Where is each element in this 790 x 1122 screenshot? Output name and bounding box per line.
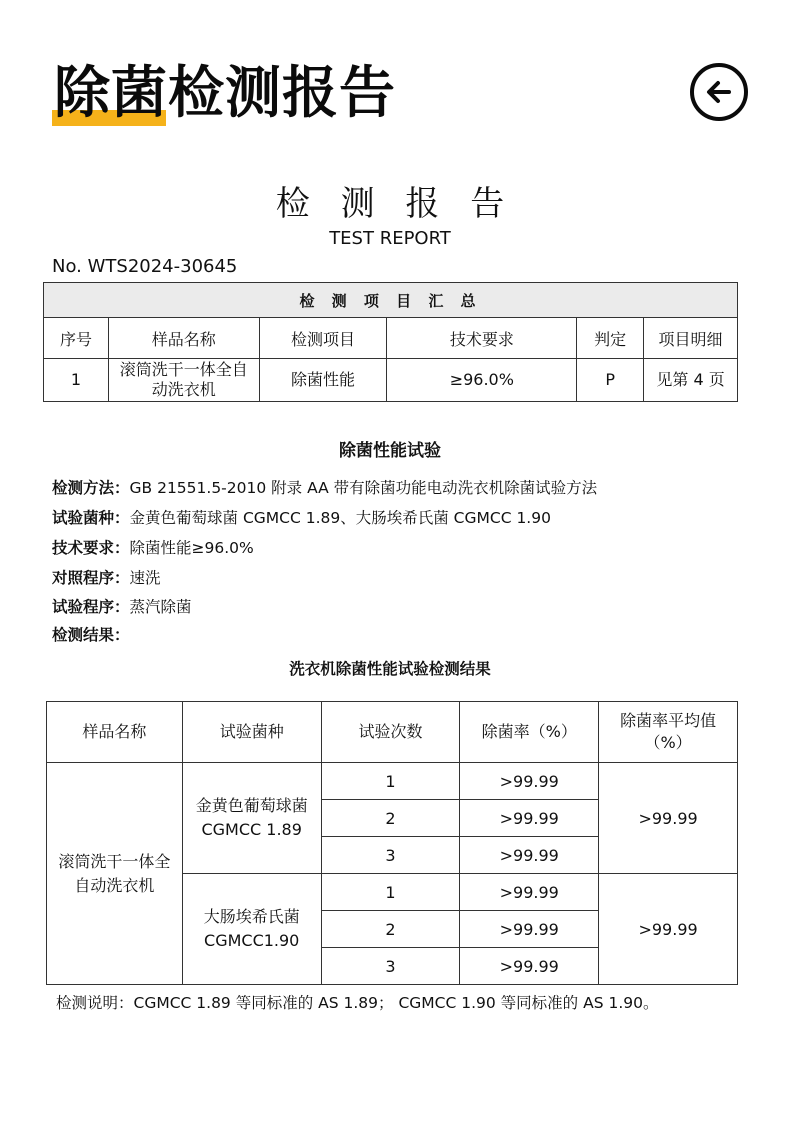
results-sample-name: 滚筒洗干一体全自动洗衣机	[58, 851, 171, 895]
info-label: 试验程序：	[52, 598, 130, 616]
info-line	[52, 538, 254, 558]
summary-header-cell: 样品名称	[108, 318, 259, 359]
results-sample-cell	[47, 763, 183, 985]
results-average-cell: >99.99	[599, 874, 738, 985]
summary-header-cell: 判定	[577, 318, 644, 359]
results-strain-cell	[182, 874, 321, 985]
summary-caption: 检 测 项 目 汇 总	[44, 283, 738, 318]
table-row	[47, 763, 738, 800]
summary-cell: 1	[44, 359, 109, 402]
results-header-average: 除菌率平均值（%）	[620, 711, 717, 752]
summary-header-cell: 检测项目	[259, 318, 387, 359]
summary-cell: 见第 4 页	[644, 359, 738, 402]
info-label: 检测方法：	[52, 479, 130, 497]
summary-header-cell: 序号	[44, 318, 109, 359]
info-value: 除菌性能≥96.0%	[129, 539, 254, 557]
results-trial-cell: 1	[321, 763, 460, 800]
info-line	[52, 508, 551, 528]
document-title: 检 测 报 告	[275, 184, 515, 224]
results-trial-cell: 2	[321, 911, 460, 948]
summary-cell: 除菌性能	[259, 359, 387, 402]
info-value: GB 21551.5-2010 附录 AA 带有除菌功能电动洗衣机除菌试验方法	[129, 479, 598, 497]
info-line	[52, 625, 130, 645]
info-label: 试验菌种：	[52, 509, 130, 527]
info-value: 速洗	[129, 569, 161, 587]
document-subtitle: TEST REPORT	[329, 228, 451, 249]
info-label: 检测结果：	[52, 626, 130, 644]
info-value: 蒸汽除菌	[129, 598, 192, 616]
report-number: No. WTS2024-30645	[52, 256, 238, 277]
results-header-cell: 试验菌种	[182, 702, 321, 763]
results-strain-name: 金黄色葡萄球菌 CGMCC 1.89	[195, 796, 308, 839]
info-value: 金黄色葡萄球菌 CGMCC 1.89、大肠埃希氏菌 CGMCC 1.90	[129, 509, 551, 527]
info-line	[52, 597, 192, 617]
results-rate-cell: >99.99	[460, 763, 599, 800]
summary-cell: P	[577, 359, 644, 402]
results-trial-cell: 1	[321, 874, 460, 911]
info-line	[52, 478, 597, 498]
summary-header-cell: 项目明细	[644, 318, 738, 359]
summary-header-cell: 技术要求	[387, 318, 577, 359]
page-title: 除菌检测报告	[54, 61, 396, 126]
results-header-cell: 样品名称	[47, 702, 183, 763]
results-rate-cell: >99.99	[460, 911, 599, 948]
results-rate-cell: >99.99	[460, 837, 599, 874]
table-row	[44, 359, 738, 402]
summary-sample-name: 滚筒洗干一体全自动洗衣机	[119, 360, 248, 399]
results-trial-cell: 3	[321, 837, 460, 874]
summary-cell	[108, 359, 259, 402]
summary-cell: ≥96.0%	[387, 359, 577, 402]
results-rate-cell: >99.99	[460, 874, 599, 911]
info-label: 技术要求：	[52, 539, 130, 557]
results-title: 洗衣机除菌性能试验检测结果	[289, 660, 491, 678]
info-label: 对照程序：	[52, 569, 130, 587]
results-rate-cell: >99.99	[460, 800, 599, 837]
results-trial-cell: 3	[321, 948, 460, 985]
results-strain-cell	[182, 763, 321, 874]
results-header-cell: 试验次数	[321, 702, 460, 763]
results-header-cell: 除菌率（%）	[460, 702, 599, 763]
section-title: 除菌性能试验	[339, 441, 441, 461]
arrow-left-circle-icon	[703, 76, 735, 108]
results-average-cell: >99.99	[599, 763, 738, 874]
back-button[interactable]	[690, 63, 748, 121]
results-trial-cell: 2	[321, 800, 460, 837]
results-strain-name: 大肠埃希氏菌 CGMCC1.90	[203, 907, 300, 950]
results-table	[46, 701, 738, 985]
test-note: 检测说明：CGMCC 1.89 等同标准的 AS 1.89； CGMCC 1.90 等同标准的 AS 1.90。	[56, 994, 659, 1012]
results-rate-cell: >99.99	[460, 948, 599, 985]
results-header-cell	[599, 702, 738, 763]
summary-table	[43, 282, 738, 402]
info-line	[52, 568, 161, 588]
